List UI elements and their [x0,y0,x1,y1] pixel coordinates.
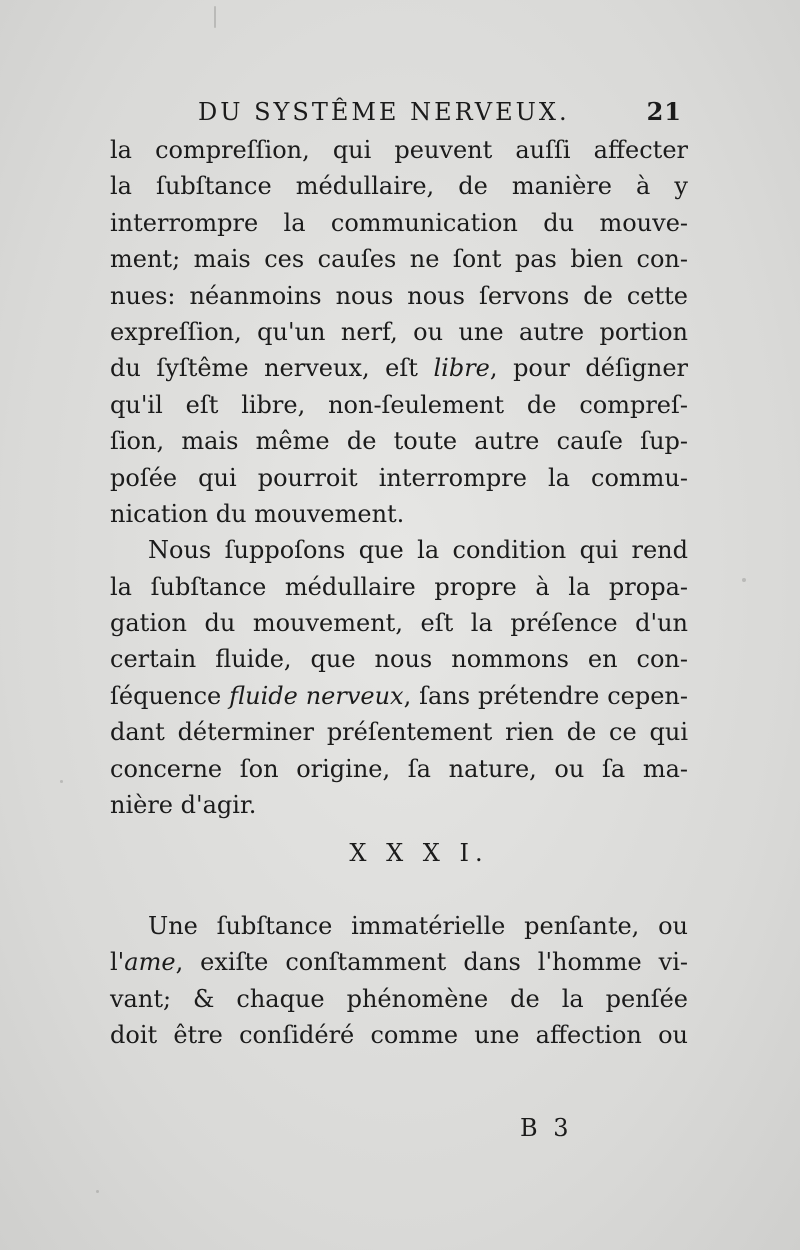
text-line: dant déterminer préſentement rien de ce qui [110,718,688,747]
text-line: nière d'agir. [110,791,257,820]
paper-speck [214,6,216,28]
text-segment: , exiſte conſtamment dans l'homme vi- [175,948,688,977]
running-head-title: DU SYSTÊME NERVEUX. [198,98,570,126]
text-line: Une ſubſtance immatérielle penſante, ou [148,911,688,940]
italic-term: fluide nerveux [229,681,404,710]
text-line: concerne ſon origine, ſa nature, ou ſa ma- [110,754,688,783]
section-heading: X X X I. [349,839,489,868]
text-segment: du ſyſtême nerveux, eſt [110,354,434,383]
text-line: nues: néanmoins nous nous ſervons de cette [110,281,688,310]
text-line [110,678,688,714]
text-line: expreſſion, qu'un nerf, ou une autre portion [110,317,688,346]
italic-term: libre [433,354,490,383]
text-line: poſée qui pourroit interrompre la commu- [110,463,688,492]
text-line [110,350,688,386]
text-segment: ſéquence [110,681,230,710]
text-line: certain fluide, que nous nommons en con- [110,645,688,674]
text-line: la ſubſtance médullaire, de manière à y [110,172,688,201]
text-line: gation du mouvement, eſt la préſence d'un [110,609,688,638]
text-line: nication du mouvement. [110,499,405,528]
signature-mark: B 3 [520,1114,573,1142]
text-line: ment; mais ces cauſes ne ſont pas bien con- [110,245,688,274]
text-segment: , ſans prétendre cepen- [403,681,689,710]
italic-term: ame [124,948,176,977]
paragraph-1 [110,132,688,532]
text-line [110,944,688,980]
body-text [110,132,688,1053]
text-line: qu'il eſt libre, non-ſeulement de compreſ- [110,390,688,419]
text-line: la compreſſion, qui peuvent auſſi affecter [110,136,688,164]
text-line: ſion, mais même de toute autre cauſe ſup- [110,427,688,456]
text-segment: l' [110,948,125,977]
text-line: Nous ſuppoſons que la condition qui rend [148,536,688,565]
running-head [198,92,682,132]
page-number: 21 [646,97,682,126]
text-line: interrompre la communication du mouve- [110,208,688,237]
paragraph-2 [110,532,688,823]
text-line: vant; & chaque phénomène de la penſée [110,984,688,1013]
paper-speck [742,578,746,582]
paragraph-3 [110,908,688,1054]
text-line: la ſubſtance médullaire propre à la propa- [110,572,688,601]
paper-speck [60,780,63,783]
text-line: doit être conſidéré comme une affection ou [110,1020,688,1049]
paper-speck [96,1190,99,1193]
text-segment: , pour déſigner [489,354,689,383]
